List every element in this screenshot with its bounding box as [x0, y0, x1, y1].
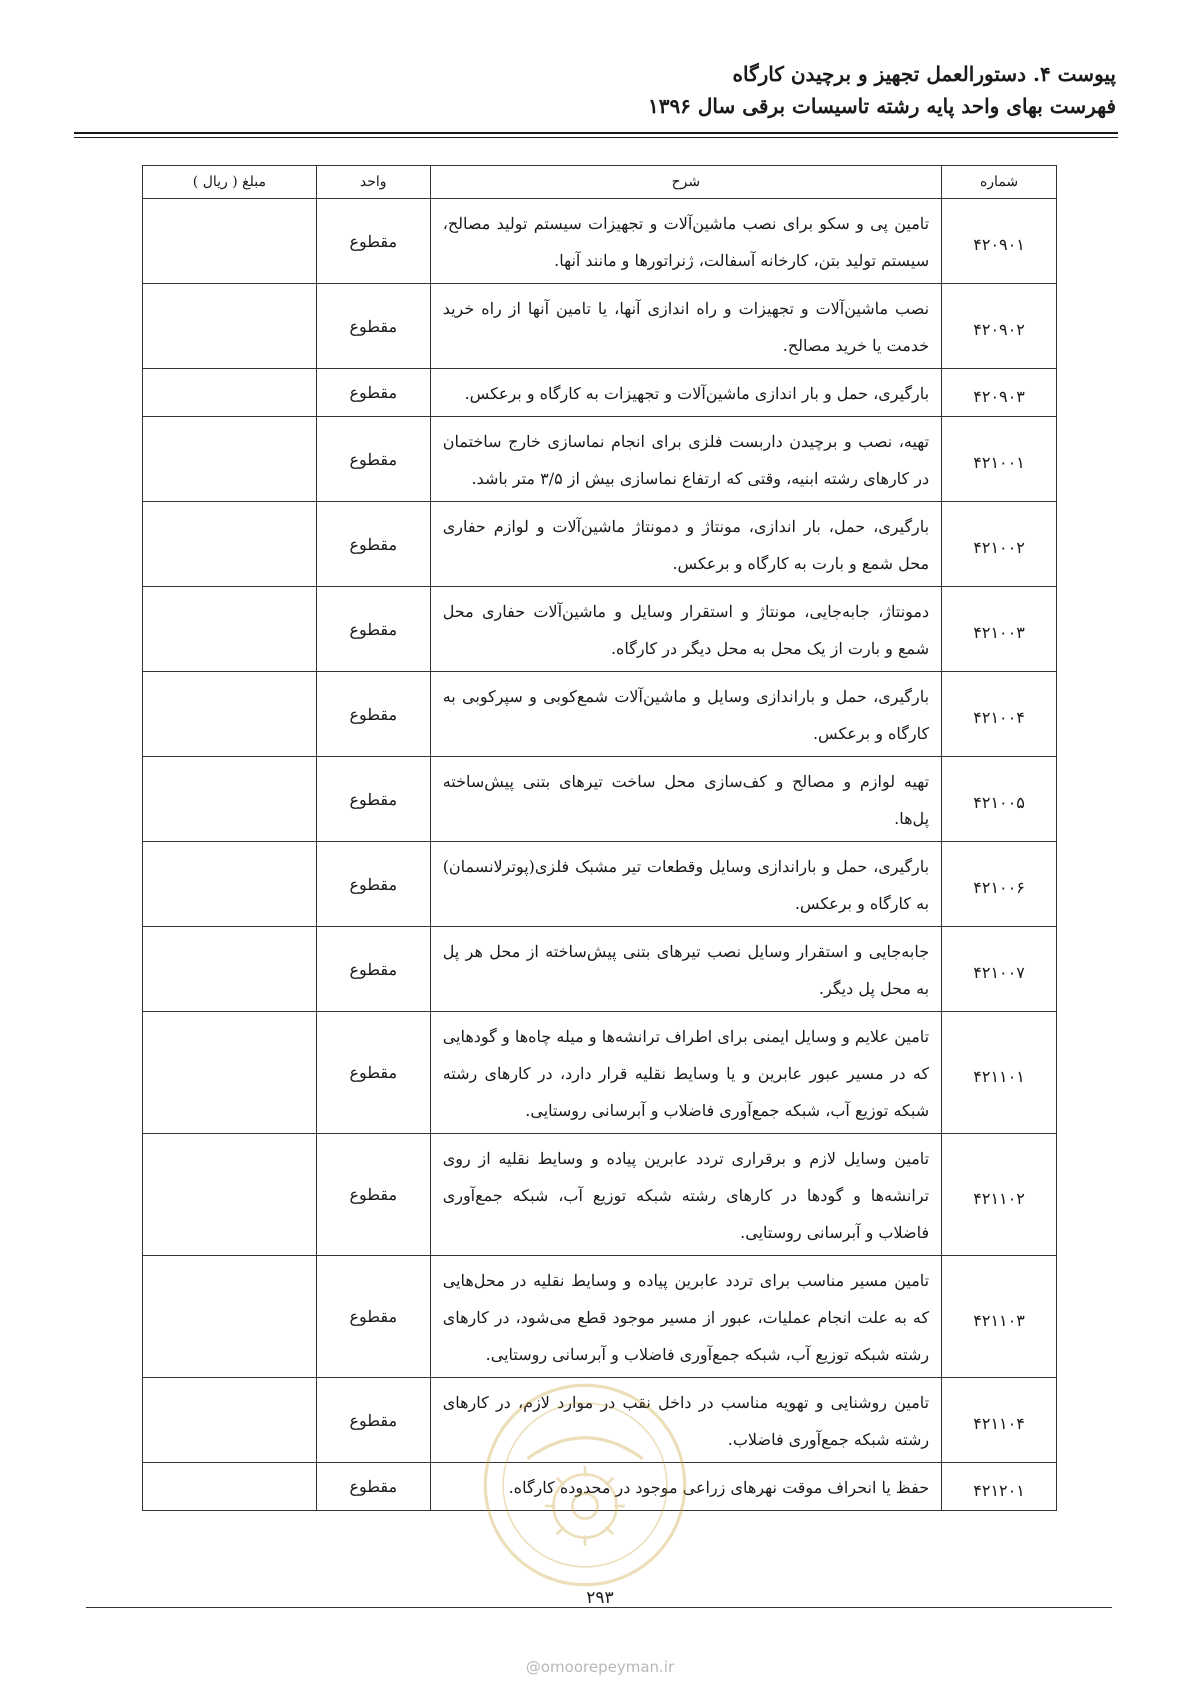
item-unit-cell: مقطوع [316, 502, 430, 587]
item-description-cell: تامین علایم و وسایل ایمنی برای اطراف ترانشه‌ها و میله چاه‌ها و گودهایی که در مسیر عبور عابرین و یا وسایط نقلیه قرار دارد، در کارهای رشته شبکه توزیع آب، شبکه جمع‌آوری فاضلاب و آبرسانی روستایی. [430, 1012, 941, 1134]
item-code-cell: ۴۲۱۰۰۱ [942, 417, 1057, 502]
table-row [143, 927, 1057, 1012]
item-unit-cell: مقطوع [316, 199, 430, 284]
item-amount-cell [143, 672, 317, 757]
item-code-cell: ۴۲۱۰۰۳ [942, 587, 1057, 672]
price-table [142, 165, 1057, 1511]
item-description-cell: تامین وسایل لازم و برقراری تردد عابرین پیاده و وسایط نقلیه از روی ترانشه‌ها و گودها در کارهای رشته شبکه توزیع آب، شبکه جمع‌آوری فاضلاب و آبرسانی روستایی. [430, 1134, 941, 1256]
item-description-cell: تهیه، نصب و برچیدن داربست فلزی برای انجام نماسازی خارج ساختمان در کارهای رشته ابنیه، وقتی که ارتفاع نماسازی بیش از ۳/۵ متر باشد. [430, 417, 941, 502]
table-row [143, 417, 1057, 502]
item-unit-cell: مقطوع [316, 417, 430, 502]
table-row [143, 1256, 1057, 1378]
item-description-cell: حفظ یا انحراف موقت نهرهای زراعی موجود در محدوده کارگاه. [430, 1463, 941, 1511]
item-amount-cell [143, 1012, 317, 1134]
item-unit-cell: مقطوع [316, 369, 430, 417]
price-list-title: فهرست بهای واحد پایه رشته تاسیسات برقی سال ۱۳۹۶ [647, 94, 1116, 118]
page-header [66, 58, 1116, 122]
column-header-description: شرح [430, 166, 941, 199]
item-code-cell: ۴۲۱۰۰۵ [942, 757, 1057, 842]
watermark-text: @omoorepeyman.ir [525, 1658, 675, 1676]
item-amount-cell [143, 1463, 317, 1511]
item-code-cell: ۴۲۱۱۰۲ [942, 1134, 1057, 1256]
item-description-cell: جابه‌جایی و استقرار وسایل نصب تیرهای بتنی پیش‌ساخته از محل هر پل به محل پل دیگر. [430, 927, 941, 1012]
item-code-cell: ۴۲۰۹۰۲ [942, 284, 1057, 369]
column-header-unit: واحد [316, 166, 430, 199]
item-description-cell: نصب ماشین‌آلات و تجهیزات و راه اندازی آنها، یا تامین آنها از راه خرید خدمت یا خرید مصالح. [430, 284, 941, 369]
item-amount-cell [143, 369, 317, 417]
item-code-cell: ۴۲۱۰۰۷ [942, 927, 1057, 1012]
table-row [143, 757, 1057, 842]
item-description-cell: تامین روشنایی و تهویه مناسب در داخل نقب در موارد لازم، در کارهای رشته شبکه جمع‌آوری فاضلاب. [430, 1378, 941, 1463]
table-row [143, 842, 1057, 927]
item-unit-cell: مقطوع [316, 1134, 430, 1256]
item-code-cell: ۴۲۰۹۰۳ [942, 369, 1057, 417]
item-amount-cell [143, 587, 317, 672]
item-description-cell: بارگیری، حمل، بار اندازی، مونتاژ و دمونتاژ ماشین‌آلات و لوازم حفاری محل شمع و بارت به کارگاه و برعکس. [430, 502, 941, 587]
item-description-cell: تامین مسیر مناسب برای تردد عابرین پیاده و وسایط نقلیه در محل‌هایی که به علت انجام عملیات، عبور از مسیر موجود قطع می‌شود، در کارهای رشته شبکه توزیع آب، شبکه جمع‌آوری فاضلاب و آبرسانی روستایی. [430, 1256, 941, 1378]
item-description-cell: تامین پی و سکو برای نصب ماشین‌آلات و تجهیزات سیستم تولید مصالح، سیستم تولید بتن، کارخانه آسفالت، ژنراتورها و مانند آنها. [430, 199, 941, 284]
item-code-cell: ۴۲۰۹۰۱ [942, 199, 1057, 284]
item-description-cell: بارگیری، حمل و باراندازی وسایل وقطعات تیر مشبک فلزی(پوترلانسمان) به کارگاه و برعکس. [430, 842, 941, 927]
item-amount-cell [143, 927, 317, 1012]
item-code-cell: ۴۲۱۰۰۶ [942, 842, 1057, 927]
table-row [143, 672, 1057, 757]
item-code-cell: ۴۲۱۰۰۲ [942, 502, 1057, 587]
table-row [143, 1378, 1057, 1463]
item-unit-cell: مقطوع [316, 1378, 430, 1463]
item-unit-cell: مقطوع [316, 672, 430, 757]
item-unit-cell: مقطوع [316, 1256, 430, 1378]
item-unit-cell: مقطوع [316, 757, 430, 842]
column-header-amount: مبلغ ( ریال ) [143, 166, 317, 199]
item-unit-cell: مقطوع [316, 284, 430, 369]
item-unit-cell: مقطوع [316, 842, 430, 927]
table-row [143, 369, 1057, 417]
item-code-cell: ۴۲۱۱۰۱ [942, 1012, 1057, 1134]
item-description-cell: تهیه لوازم و مصالح و کف‌سازی محل ساخت تیرهای بتنی پیش‌ساخته پل‌ها. [430, 757, 941, 842]
item-amount-cell [143, 502, 317, 587]
item-amount-cell [143, 284, 317, 369]
appendix-title: پیوست ۴. دستورالعمل تجهیز و برچیدن کارگاه [732, 62, 1116, 86]
item-code-cell: ۴۲۱۱۰۴ [942, 1378, 1057, 1463]
item-unit-cell: مقطوع [316, 1012, 430, 1134]
table-row [143, 1012, 1057, 1134]
table-row [143, 502, 1057, 587]
item-amount-cell [143, 757, 317, 842]
item-unit-cell: مقطوع [316, 927, 430, 1012]
item-code-cell: ۴۲۱۱۰۳ [942, 1256, 1057, 1378]
column-header-code: شماره [942, 166, 1057, 199]
header-divider [74, 132, 1118, 134]
table-row [143, 1463, 1057, 1511]
item-amount-cell [143, 199, 317, 284]
table-row [143, 1134, 1057, 1256]
item-description-cell: بارگیری، حمل و بار اندازی ماشین‌آلات و تجهیزات به کارگاه و برعکس. [430, 369, 941, 417]
table-header-row [143, 166, 1057, 199]
header-divider-thin [74, 137, 1118, 138]
item-amount-cell [143, 1378, 317, 1463]
item-unit-cell: مقطوع [316, 587, 430, 672]
footer-divider [86, 1607, 1112, 1608]
item-code-cell: ۴۲۱۲۰۱ [942, 1463, 1057, 1511]
table-body [143, 199, 1057, 1511]
item-amount-cell [143, 1256, 317, 1378]
page-number: ۲۹۳ [586, 1588, 614, 1608]
table-row [143, 199, 1057, 284]
table-row [143, 284, 1057, 369]
table-row [143, 587, 1057, 672]
item-description-cell: دمونتاژ، جابه‌جایی، مونتاژ و استقرار وسایل و ماشین‌آلات حفاری محل شمع و بارت از یک محل به محل دیگر در کارگاه. [430, 587, 941, 672]
item-code-cell: ۴۲۱۰۰۴ [942, 672, 1057, 757]
item-unit-cell: مقطوع [316, 1463, 430, 1511]
item-amount-cell [143, 417, 317, 502]
item-description-cell: بارگیری، حمل و باراندازی وسایل و ماشین‌آلات شمع‌کوبی و سپرکوبی به کارگاه و برعکس. [430, 672, 941, 757]
item-amount-cell [143, 842, 317, 927]
item-amount-cell [143, 1134, 317, 1256]
